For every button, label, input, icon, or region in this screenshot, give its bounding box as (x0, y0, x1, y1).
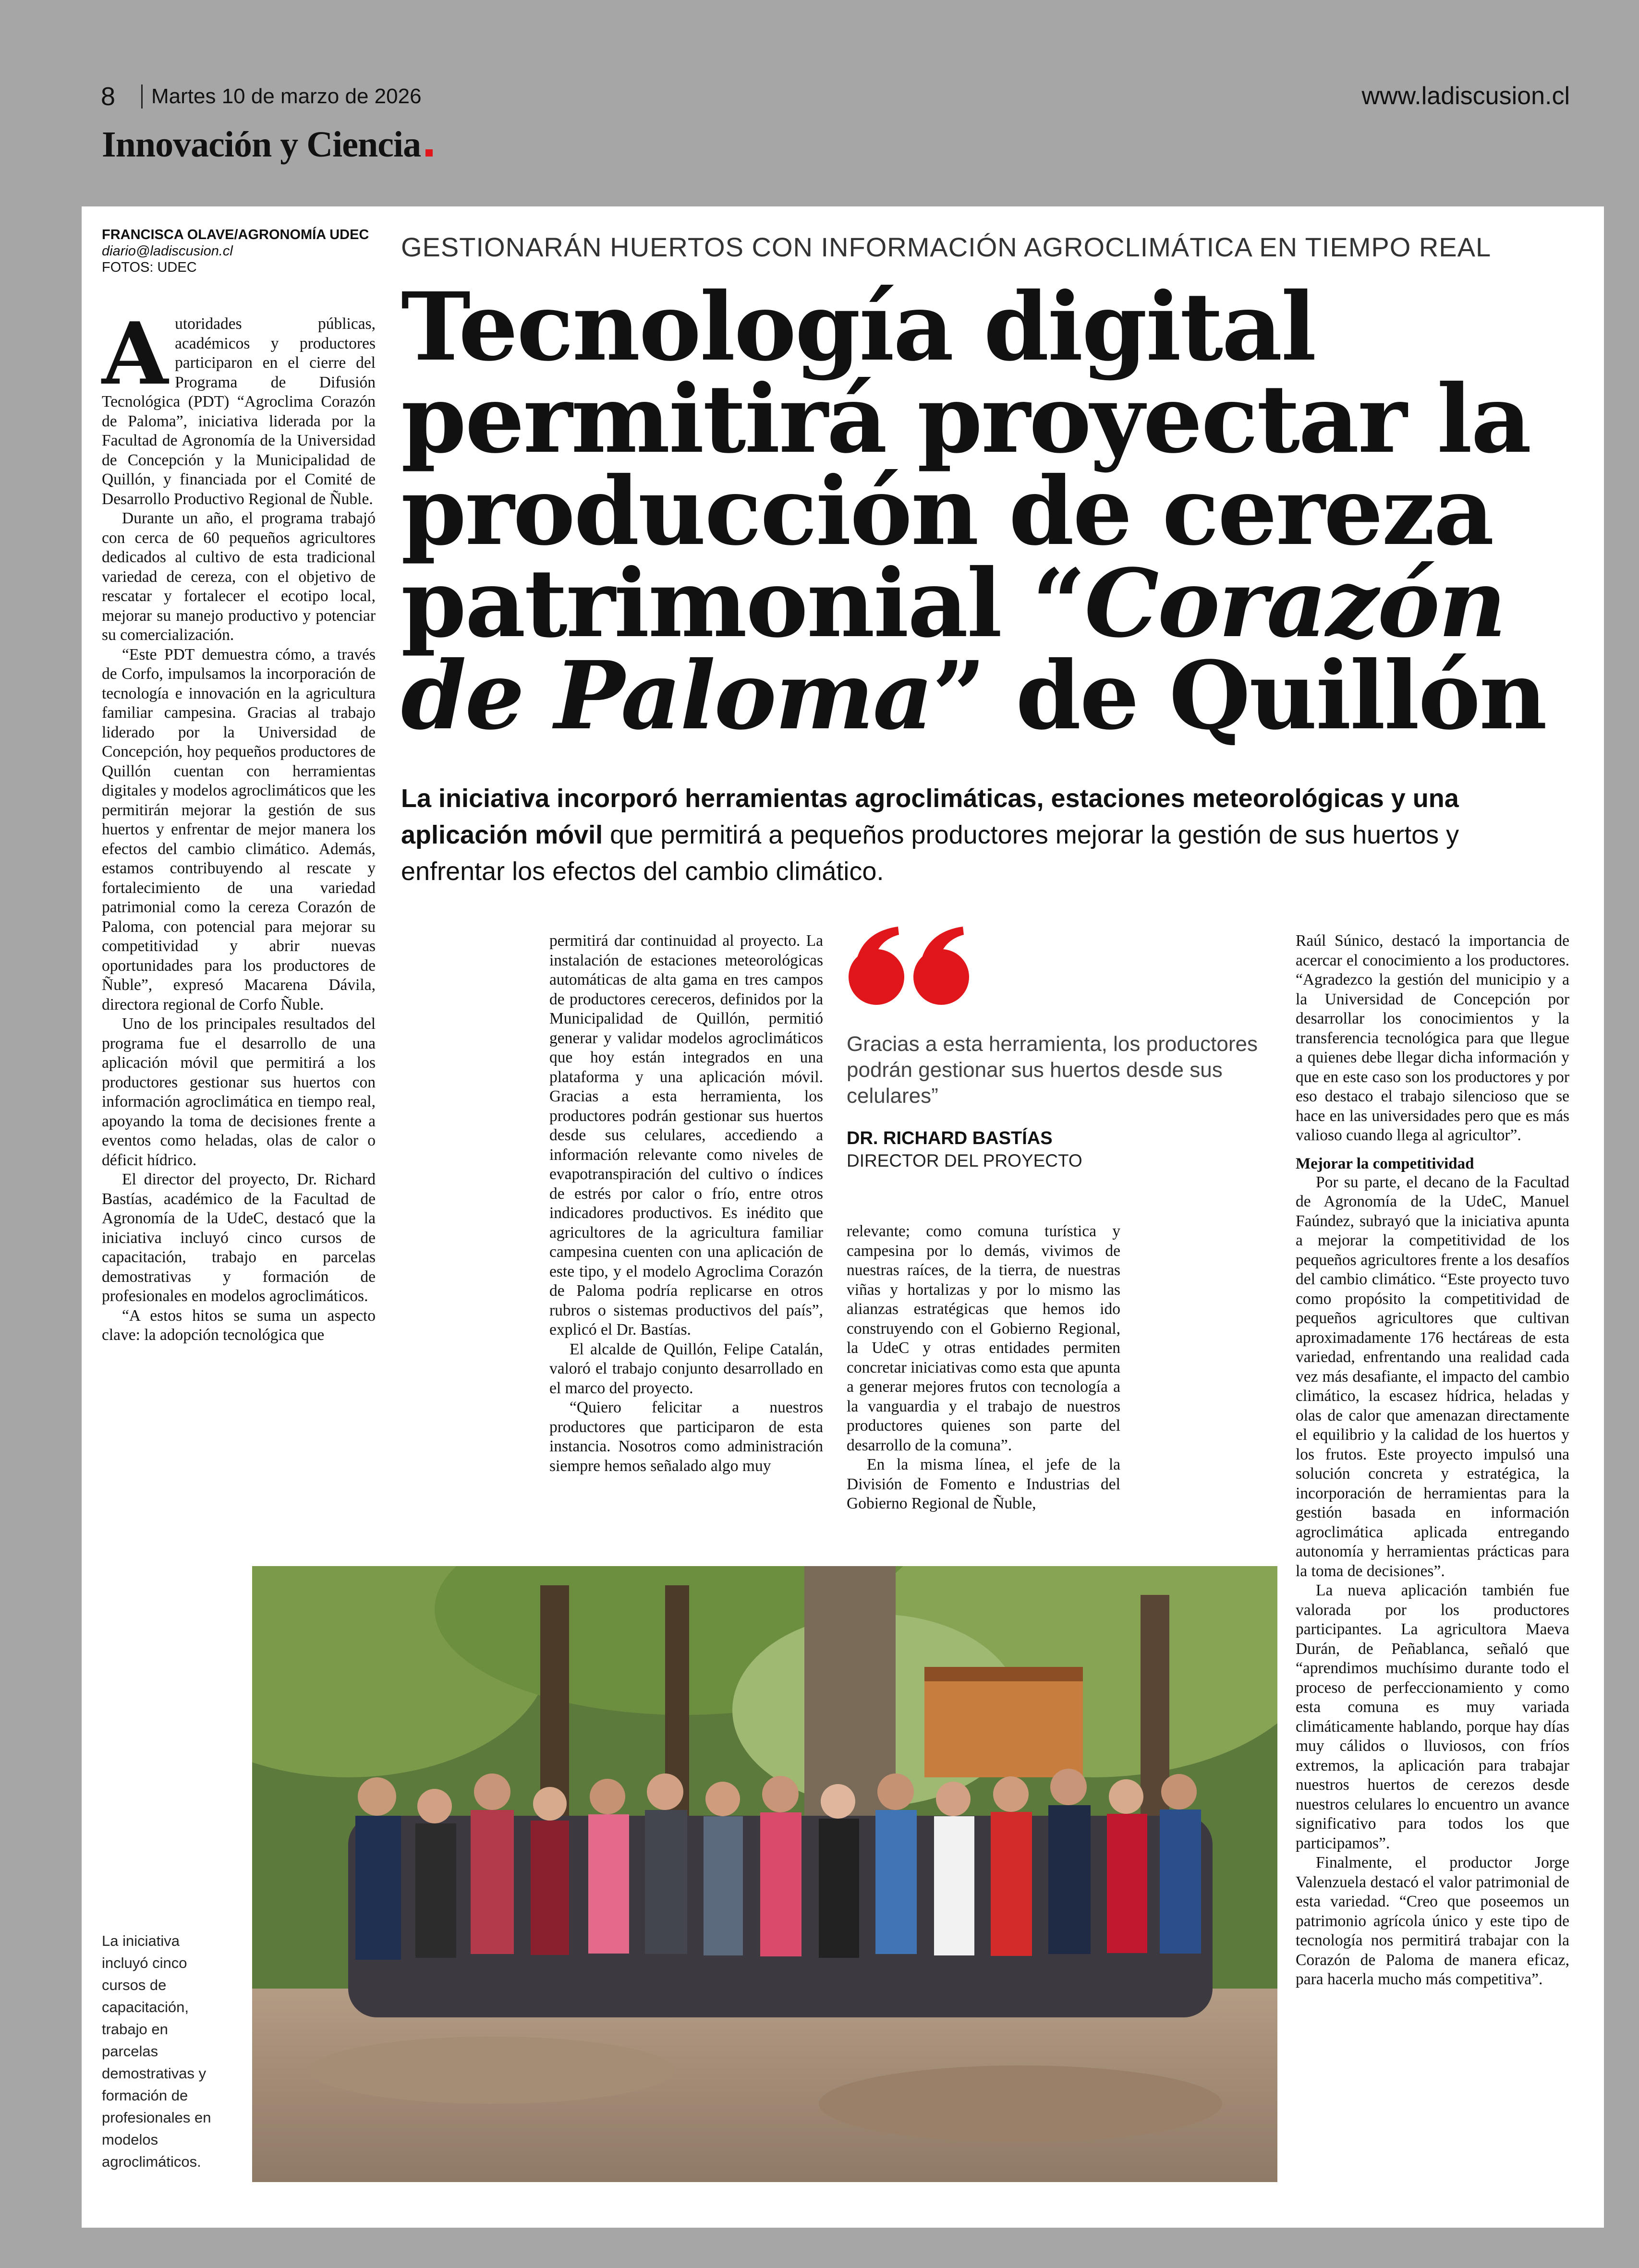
paragraph: “Este PDT demuestra cómo, a través de Corfo, impulsamos la incorporación de tecnología e innovación en la agricultura familiar campesina. Gracias al trabajo liderado por la Universidad de Concepción, hoy pequeños productores de Quillón cuentan con herramientas digitales y modelos agroclimáticos que les permitirán mejorar la gestión de sus huertos y enfrentar de mejor manera los efectos del cambio climático. Además, estamos contribuyendo al rescate y fortalecimiento de una variedad patrimonial como la cereza Corazón de Paloma, con potencial para mejorar su competitividad y abrir nuevas oportunidades para los productores de Ñuble”, expresó Macarena Dávila, directora regional de Corfo Ñuble. (102, 645, 376, 1013)
headline-line: Tecnología digital (401, 272, 1315, 382)
body-column-1 (102, 303, 376, 1345)
paragraph: El director del proyecto, Dr. Richard Bastías, académico de la Facultad de Agronomía de la UdeC, destacó que la iniciativa incluyó cinco cursos de capacitación, trabajo en parcelas demostrativas y formación de profesionales en modelos agroclimáticos. (102, 1170, 376, 1305)
headline-line: ” de Quillón (932, 640, 1546, 750)
paragraph: “A estos hitos se suma un aspecto clave: la adopción tecnológica que (102, 1306, 376, 1344)
group-photo-illustration (252, 1566, 1277, 2182)
paragraph: Raúl Súnico, destacó la importancia de acercar el conocimiento a los productores. “Agradezco la gestión del municipio y a la Universidad de Concepción por desarrollar los conocimientos y la transferencia tecnológica para que llegue a quienes debe llegar dicha información y que en este caso son los productores y por eso destaco el trabajo silencioso que se hace en las universidades pero que es más valioso cuando llega al agricultor”. (1296, 932, 1569, 1144)
byline-author: FRANCISCA OLAVE/AGRONOMÍA UDEC (102, 227, 369, 242)
section-dot-icon (425, 149, 433, 157)
issue-date: Martes 10 de marzo de 2026 (151, 84, 422, 108)
headline-line: permitirá proyectar la (401, 364, 1530, 474)
paragraph: relevante; como comuna turística y campesina por lo demás, vivimos de nuestras raíces, de la tierra, de nuestras viñas y hortalizas y por lo mismo las alianzas estratégicas que hemos ido construyendo con el Gobierno Regional, la UdeC y otras entidades permiten concretar iniciativas como esta que apunta a generar mejores frutos con tecnología a la vanguardia y el trabajo de nuestros productores quienes son parte del desarrollo de la comuna”. (847, 1222, 1120, 1454)
headline-italic: Corazón (1084, 548, 1505, 658)
paragraph: Uno de los principales resultados del programa fue el desarrollo de una aplicación móvil que permitirá a los productores gestionar sus huertos con información agroclimática en tiempo real, apoyando la toma de decisiones frente a eventos como heladas, olas de calor o déficit hídrico. (102, 1015, 376, 1169)
paragraph: “Quiero felicitar a nuestros productores que participaron de esta instancia. Nosotros como administración siempre hemos señalado algo muy (549, 1399, 823, 1475)
article-lede (401, 780, 1544, 890)
paragraph: En la misma línea, el jefe de la División de Fomento e Industrias del Gobierno Regional de Ñuble, (847, 1456, 1120, 1512)
paragraph: La nueva aplicación también fue valorada por los productores participantes. La agricultora Maeva Durán, de Peñablanca, señaló que “aprendimos muchísimo durante todo el proceso de perfeccionamiento y como esta comuna es muy variada climáticamente hablando, porque hay días muy cálidos o lluviosos, con fríos extremos, la aplicación para trabajar nuestros huertos de cerezos desde nuestros celulares lo encuentro un avance significativo para todos los que participamos”. (1296, 1581, 1569, 1852)
group-photo (252, 1566, 1277, 2182)
pull-quote-name: DR. RICHARD BASTÍAS (847, 1128, 1053, 1148)
headline-line: patrimonial “ (401, 548, 1085, 658)
byline (102, 227, 390, 276)
paragraph: El alcalde de Quillón, Felipe Catalán, valoró el trabajo conjunto desarrollado en el marco del proyecto. (549, 1340, 823, 1397)
subheading: Mejorar la competitividad (1296, 1155, 1474, 1172)
paragraph (102, 303, 376, 509)
paragraph: Finalmente, el productor Jorge Valenzuela destacó el valor patrimonial de esta variedad. “Creo que poseemos un patrimonio agrícola único y este tipo de tecnología nos permitirá trabajar con la Corazón de Paloma de manera eficaz, para hacerla mucho más competitiva”. (1296, 1854, 1569, 1988)
header-separator (141, 84, 143, 109)
byline-photos: FOTOS: UDEC (102, 260, 197, 275)
paragraph: permitirá dar continuidad al proyecto. La instalación de estaciones meteorológicas automáticas de alta gama en tres campos de productores cereceros, definidos por la Municipalidad de Quillón, permitió generar y validar modelos agroclimáticos que hoy están integrados en una plataforma y una aplicación móvil. Gracias a esta herramienta, los productores podrán gestionar sus huertos desde sus celulares, accediendo a información relevante como niveles de evapotranspiración del cultivo o índices de estrés por calor o frío, entre otros indicadores productivos. Es inédito que agricultores de la agricultura familiar campesina cuenten con una aplicación de este tipo, y el modelo Agroclima Corazón de Paloma podría replicarse en otros rubros o sistemas productivos del país”, explicó el Dr. Bastías. (549, 932, 823, 1339)
headline-line: producción de cereza (401, 456, 1493, 566)
section-title-text: Innovación y Ciencia (102, 124, 421, 165)
pull-quote-text: Gracias a esta herramienta, los productores podrán gestionar sus huertos desde sus celulares” (847, 1032, 1258, 1108)
paragraph-text: utoridades públicas, académicos y productores participaron en el cierre del Programa de Difusión Tecnológica (PDT) “Agroclima Corazón de Paloma”, iniciativa liderada por la Facultad de Agronomía de la Universidad de Concepción y la Municipalidad de Quillón, y financiada por el Comité de Desarrollo Productivo Regional de Ñuble. (102, 315, 376, 508)
drop-cap: A (102, 303, 169, 404)
paragraph: Por su parte, el decano de la Facultad de Agronomía de la UdeC, Manuel Faúndez, subrayó que la iniciativa apunta a mejorar la competitividad de los pequeños agricultores frente a los desafíos del cambio climático. “Este proyecto tuvo como propósito la competitividad de pequeños agricultores que cultivan aproximadamente 176 hectáreas de esta variedad, enfrentando una realidad cada vez más desafiante, el impacto del cambio climático, la escasez hídrica, heladas y olas de calor que amenazan directamente el equilibrio y la calidad de los huertos y los frutos. Este proyecto impulsó una solución concreta y estratégica, la incorporación de herramientas para la gestión basada en información agroclimática aplicada entregando autonomía y herramientas prácticas para la toma de decisiones”. (1296, 1173, 1569, 1580)
section-title (102, 124, 433, 166)
article-headline (401, 272, 1563, 750)
headline-italic: de Paloma (401, 640, 932, 750)
paragraph: Durante un año, el programa trabajó con cerca de 60 pequeños agricultores dedicados al cultivo de esta tradicional variedad de cereza, con el objetivo de rescatar y fortalecer el ecotipo local, mejorar su manejo productivo y potenciar su comercialización. (102, 509, 376, 644)
website-link[interactable]: www.ladiscusion.cl (1361, 82, 1570, 110)
lede-rest: que permitirá a pequeños productores mejorar la gestión de sus huertos y enfrentar los efectos del cambio climático. (401, 820, 1459, 886)
lede-bold: La iniciativa incorporó herramientas agroclimáticas, estaciones meteorológicas y una aplicación móvil (401, 784, 1459, 849)
body-column-4 (1296, 931, 1569, 1990)
article-kicker: GESTIONARÁN HUERTOS CON INFORMACIÓN AGROCLIMÁTICA EN TIEMPO REAL (401, 232, 1492, 262)
body-column-2 (549, 931, 823, 1476)
body-column-3 (847, 1222, 1120, 1514)
page-number: 8 (101, 82, 116, 111)
quote-mark-icon (845, 924, 975, 1008)
byline-email[interactable]: diario@ladiscusion.cl (102, 243, 233, 259)
pull-quote-role: DIRECTOR DEL PROYECTO (847, 1151, 1082, 1170)
photo-caption: La iniciativa incluyó cinco cursos de capacitación, trabajo en parcelas demostrativas y formación de profesionales en modelos agroclimáticos. (102, 1932, 211, 2170)
